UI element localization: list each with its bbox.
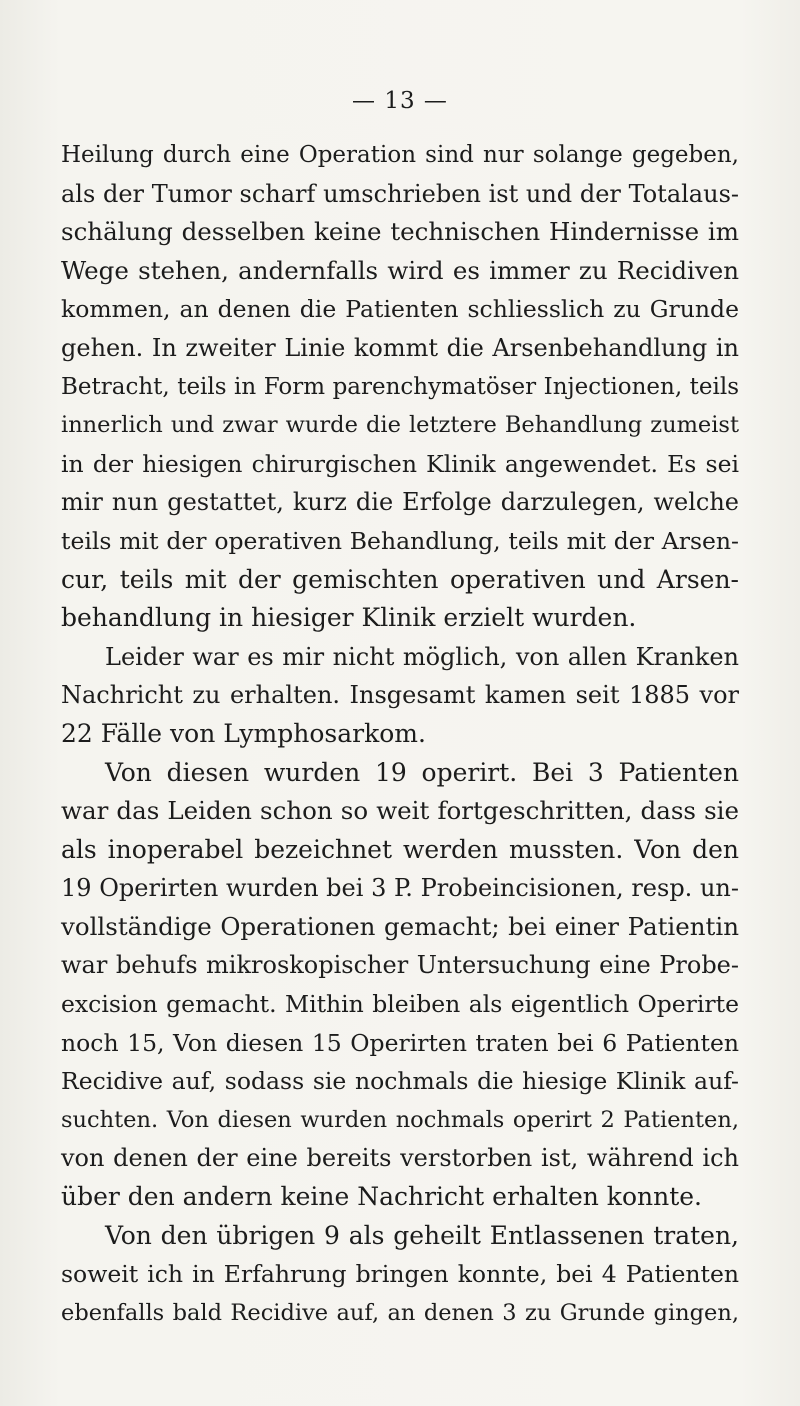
text-line: als inoperabel bezeichnet werden mussten. Von den: [61, 834, 739, 864]
text-line: war behufs mikroskopischer Untersuchung eine Probe-: [61, 951, 739, 980]
text-line: kommen, an denen die Patienten schliesslich zu Grunde: [61, 295, 739, 324]
text-line: vollständige Operationen gemacht; bei einer Patientin: [61, 911, 739, 941]
text-line: gehen. In zweiter Linie kommt die Arsenbehandlung in: [61, 333, 739, 362]
text-line: Heilung durch eine Operation sind nur solange gegeben,: [61, 142, 739, 168]
text-line: Von diesen wurden 19 operirt. Bei 3 Patienten: [105, 757, 739, 787]
text-line: war das Leiden schon so weit fortgeschritten, dass sie: [61, 796, 739, 826]
text-line: Von den übrigen 9 als geheilt Entlassenen traten,: [105, 1220, 739, 1250]
text-line: in der hiesigen chirurgischen Klinik angewendet. Es sei: [61, 449, 739, 478]
text-line: ebenfalls bald Recidive auf, an denen 3 zu Grunde gingen,: [61, 1299, 739, 1326]
body-text: [61, 136, 739, 1332]
text-line: Recidive auf, sodass sie nochmals die hiesige Klinik auf-: [61, 1067, 739, 1096]
text-line: suchten. Von diesen wurden nochmals operirt 2 Patienten,: [61, 1106, 739, 1133]
text-line: über den andern keine Nachricht erhalten konnte.: [61, 1182, 702, 1212]
text-line: als der Tumor scharf umschrieben ist und der Totalaus-: [61, 179, 739, 208]
text-line: cur, teils mit der gemischten operativen und Arsen-: [61, 564, 739, 594]
text-line: excision gemacht. Mithin bleiben als eigentlich Operirte: [61, 990, 739, 1019]
text-line: innerlich und zwar wurde die letztere Behandlung zumeist: [61, 412, 739, 439]
page-number: — 13 —: [352, 88, 448, 114]
text-line: behandlung in hiesiger Klinik erzielt wurden.: [61, 603, 637, 633]
text-line: soweit ich in Erfahrung bringen konnte, bei 4 Patienten: [61, 1260, 739, 1289]
text-line: 22 Fälle von Lymphosarkom.: [61, 718, 426, 748]
text-line: Nachricht zu erhalten. Insgesamt kamen seit 1885 vor: [61, 681, 739, 710]
text-line: Leider war es mir nicht möglich, von allen Kranken: [105, 642, 739, 671]
text-line: mir nun gestattet, kurz die Erfolge darzulegen, welche: [61, 488, 739, 517]
text-line: 19 Operirten wurden bei 3 P. Probeincisionen, resp. un-: [61, 874, 739, 903]
text-line: Betracht, teils in Form parenchymatöser Injectionen, teils: [61, 373, 739, 400]
text-line: Wege stehen, andernfalls wird es immer zu Recidiven: [61, 255, 739, 285]
text-line: noch 15, Von diesen 15 Operirten traten bei 6 Patienten: [61, 1028, 739, 1057]
text-line: schälung desselben keine technischen Hindernisse im: [61, 217, 739, 247]
text-line: teils mit der operativen Behandlung, teils mit der Arsen-: [61, 526, 739, 555]
text-line: von denen der eine bereits verstorben ist, während ich: [61, 1144, 739, 1173]
